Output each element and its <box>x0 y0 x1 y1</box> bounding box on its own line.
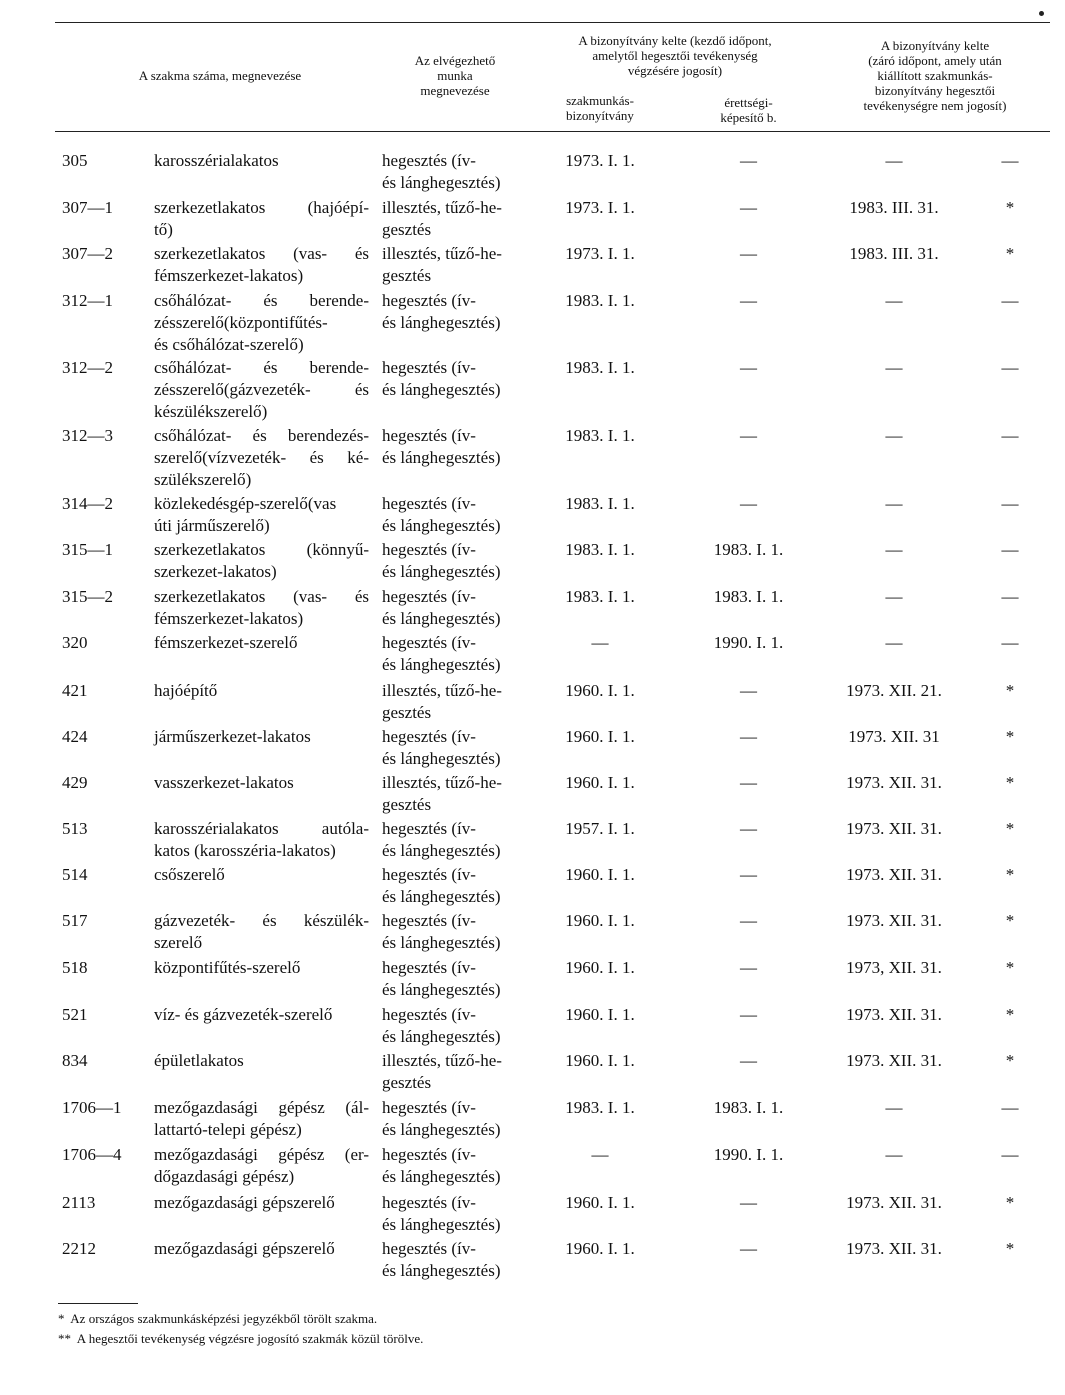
row-name <box>154 680 369 702</box>
row-work-line: hegesztés (ív- <box>382 633 476 652</box>
row-work-line: hegesztés (ív- <box>382 1145 476 1164</box>
row-zaro-date: 1973, XII. 31. <box>846 958 942 977</box>
row-name <box>154 1144 369 1188</box>
page-speck <box>1039 11 1044 16</box>
row-number: 834 <box>62 1051 88 1070</box>
row-work-line: illesztés, tűző-he- <box>382 773 502 792</box>
row-zaro-date: 1973. XII. 21. <box>846 681 942 700</box>
row-work-line: gesztés <box>382 703 432 722</box>
row-szakmunkas-date: 1983. I. 1. <box>565 587 635 606</box>
row-work-line: és lánghegesztés) <box>382 1261 501 1280</box>
row-work <box>382 243 562 287</box>
row-szakmunkas-date: 1960. I. 1. <box>565 773 635 792</box>
row-name <box>154 1050 369 1072</box>
row-name-line: mezőgazdasági gépész (ál- <box>154 1098 369 1117</box>
row-number: 2113 <box>62 1193 96 1212</box>
row-erettsegi-date: — <box>740 151 757 170</box>
row-zaro-date: 1983. III. 31. <box>849 198 939 217</box>
row-work <box>382 818 562 862</box>
row-name-line: szerkezetlakatos (hajóépí- <box>154 198 369 217</box>
row-szakmunkas-date: 1973. I. 1. <box>565 198 635 217</box>
row-erettsegi-date: 1983. I. 1. <box>713 587 784 606</box>
row-number: 513 <box>62 819 88 838</box>
row-work <box>382 910 562 954</box>
row-mark: — <box>1001 540 1019 559</box>
row-work-line: és lánghegesztés) <box>382 980 501 999</box>
row-name-line: csőhálózat- és berendezés- <box>154 426 369 445</box>
row-szakmunkas-date: 1983. I. 1. <box>565 291 635 310</box>
row-szakmunkas-date: 1983. I. 1. <box>565 358 635 377</box>
row-erettsegi-date: — <box>740 681 757 700</box>
row-work-line: és lánghegesztés) <box>382 1027 501 1046</box>
row-mark: — <box>1001 494 1019 513</box>
row-zaro-date: — <box>885 358 903 377</box>
row-erettsegi-date: — <box>740 1239 757 1258</box>
row-szakmunkas-date: 1960. I. 1. <box>565 1051 635 1070</box>
row-erettsegi-date: 1983. I. 1. <box>713 540 784 559</box>
row-work <box>382 632 562 676</box>
row-work-line: és lánghegesztés) <box>382 655 501 674</box>
row-work-line: hegesztés (ív- <box>382 151 476 170</box>
row-work <box>382 425 562 469</box>
row-mark: * <box>1005 1193 1015 1212</box>
row-name <box>154 632 369 654</box>
row-work <box>382 680 562 724</box>
row-name-line: karosszérialakatos autóla- <box>154 819 369 838</box>
row-name <box>154 493 369 537</box>
row-work-line: és lánghegesztés) <box>382 516 501 535</box>
row-name-line: központifűtés-szerelő <box>154 958 301 977</box>
row-work-line: és lánghegesztés) <box>382 313 501 332</box>
row-name-line: csőhálózat- és berende- <box>154 291 369 310</box>
header-szakmunkas: szakmunkás- bizonyítvány <box>566 93 634 123</box>
row-zaro-date: 1973. XII. 31 <box>848 727 940 746</box>
row-work-line: és lánghegesztés) <box>382 562 501 581</box>
row-erettsegi-date: — <box>740 494 757 513</box>
row-mark: * <box>1005 1051 1015 1070</box>
row-name-line: készülékszerelő) <box>154 402 268 421</box>
row-erettsegi-date: — <box>740 426 757 445</box>
row-work-line: gesztés <box>382 795 432 814</box>
row-number: 2212 <box>62 1239 96 1258</box>
row-number: 517 <box>62 911 88 930</box>
row-name-line: vasszerkezet-lakatos <box>154 773 294 792</box>
row-work-line: hegesztés (ív- <box>382 1005 476 1024</box>
row-zaro-date: — <box>885 291 903 310</box>
row-name <box>154 243 369 287</box>
row-mark: * <box>1005 727 1015 746</box>
row-name-line: zésszerelő(gázvezeték- és <box>154 380 369 399</box>
row-work-line: gesztés <box>382 220 432 239</box>
row-name-line: szerkezetlakatos (könnyű- <box>154 540 369 559</box>
row-work-line: hegesztés (ív- <box>382 291 476 310</box>
row-name <box>154 957 369 979</box>
row-zaro-date: 1973. XII. 31. <box>846 865 942 884</box>
row-number: 315—2 <box>62 587 113 606</box>
row-name <box>154 197 369 241</box>
row-name <box>154 586 369 630</box>
row-erettsegi-date: — <box>740 1051 757 1070</box>
row-work <box>382 197 562 241</box>
row-work-line: hegesztés (ív- <box>382 358 476 377</box>
row-work <box>382 1050 562 1094</box>
row-mark: * <box>1005 773 1015 792</box>
header-munka: Az elvégezhető munka megnevezése <box>414 53 496 98</box>
row-work-line: hegesztés (ív- <box>382 727 476 746</box>
row-name <box>154 910 369 954</box>
row-work <box>382 290 562 334</box>
row-mark: * <box>1005 198 1015 217</box>
row-work <box>382 1192 562 1236</box>
row-work-line: hegesztés (ív- <box>382 587 476 606</box>
row-work-line: hegesztés (ív- <box>382 911 476 930</box>
row-work-line: és lánghegesztés) <box>382 749 501 768</box>
row-name-line: karosszérialakatos <box>154 151 279 170</box>
row-name <box>154 1004 369 1026</box>
row-name-line: zésszerelő(központifűtés- <box>154 313 328 332</box>
row-number: 521 <box>62 1005 88 1024</box>
row-erettsegi-date: — <box>740 1005 757 1024</box>
row-name-line: fémszerkezet-lakatos) <box>154 266 304 285</box>
row-mark: * <box>1005 1005 1015 1024</box>
row-number: 424 <box>62 727 88 746</box>
row-name-line: járműszerkezet-lakatos <box>154 727 311 746</box>
row-zaro-date: — <box>885 426 903 445</box>
row-erettsegi-date: — <box>740 727 757 746</box>
row-number: 307—2 <box>62 244 113 263</box>
row-work-line: hegesztés (ív- <box>382 819 476 838</box>
row-zaro-date: — <box>885 1098 903 1117</box>
row-number: 312—3 <box>62 426 113 445</box>
row-work-line: gesztés <box>382 266 432 285</box>
row-work-line: gesztés <box>382 1073 432 1092</box>
row-work-line: hegesztés (ív- <box>382 540 476 559</box>
footnote-1: * Az országos szakmunkásképzési jegyzékből törölt szakma. <box>58 1311 378 1326</box>
row-work-line: illesztés, tűző-he- <box>382 1051 502 1070</box>
row-name <box>154 772 369 794</box>
row-number: 315—1 <box>62 540 113 559</box>
row-mark: — <box>1001 1098 1019 1117</box>
row-name-line: szerelő <box>154 933 203 952</box>
row-mark: — <box>1001 151 1019 170</box>
row-zaro-date: 1983. III. 31. <box>849 244 939 263</box>
row-erettsegi-date: — <box>740 773 757 792</box>
row-name <box>154 1238 369 1260</box>
row-name-line: szerkezetlakatos (vas- és <box>154 587 369 606</box>
row-work-line: és lánghegesztés) <box>382 1215 501 1234</box>
row-work-line: és lánghegesztés) <box>382 1167 501 1186</box>
row-work-line: hegesztés (ív- <box>382 1193 476 1212</box>
row-name <box>154 425 369 491</box>
row-name-line: úti járműszerelő) <box>154 516 270 535</box>
row-erettsegi-date: — <box>740 958 757 977</box>
row-szakmunkas-date: — <box>591 633 609 652</box>
row-name-line: szerkezetlakatos (vas- és <box>154 244 369 263</box>
row-work-line: illesztés, tűző-he- <box>382 681 502 700</box>
row-name-line: közlekedésgép-szerelő(vas <box>154 494 337 513</box>
row-work-line: és lánghegesztés) <box>382 173 501 192</box>
row-work <box>382 726 562 770</box>
row-name <box>154 1192 369 1214</box>
row-name <box>154 1097 369 1141</box>
row-mark: — <box>1001 291 1019 310</box>
row-mark: — <box>1001 1145 1019 1164</box>
row-work <box>382 150 562 194</box>
row-number: 305 <box>62 151 88 170</box>
row-work-line: hegesztés (ív- <box>382 958 476 977</box>
row-number: 312—1 <box>62 291 113 310</box>
row-zaro-date: — <box>885 587 903 606</box>
row-number: 421 <box>62 681 88 700</box>
row-name-line: lattartó-telepi gépész) <box>154 1120 302 1139</box>
row-erettsegi-date: — <box>740 911 757 930</box>
row-szakmunkas-date: 1960. I. 1. <box>565 681 635 700</box>
row-work <box>382 493 562 537</box>
row-work <box>382 1238 562 1282</box>
row-work <box>382 772 562 816</box>
row-zaro-date: 1973. XII. 31. <box>846 1193 942 1212</box>
row-name-line: és csőhálózat-szerelő) <box>154 335 304 354</box>
row-number: 314—2 <box>62 494 113 513</box>
row-work-line: hegesztés (ív- <box>382 1239 476 1258</box>
row-number: 514 <box>62 865 88 884</box>
header-erettsegi: érettségi- képesítő b. <box>720 95 777 125</box>
row-szakmunkas-date: 1973. I. 1. <box>565 151 635 170</box>
table-top-rule <box>55 22 1050 23</box>
row-name-line: mezőgazdasági gépszerelő <box>154 1239 335 1258</box>
row-name <box>154 357 369 423</box>
row-erettsegi-date: — <box>740 244 757 263</box>
row-zaro-date: 1973. XII. 31. <box>846 773 942 792</box>
row-name-line: szerelő(vízvezeték- és ké- <box>154 448 369 467</box>
row-name-line: katos (karosszéria-lakatos) <box>154 841 336 860</box>
row-mark: * <box>1005 819 1015 838</box>
row-work <box>382 586 562 630</box>
row-name-line: szerkezet-lakatos) <box>154 562 277 581</box>
row-work-line: illesztés, tűző-he- <box>382 244 502 263</box>
row-name-line: fémszerkezet-lakatos) <box>154 609 304 628</box>
row-work-line: és lánghegesztés) <box>382 841 501 860</box>
row-szakmunkas-date: 1960. I. 1. <box>565 727 635 746</box>
row-szakmunkas-date: 1983. I. 1. <box>565 494 635 513</box>
row-name <box>154 539 369 583</box>
row-work-line: és lánghegesztés) <box>382 448 501 467</box>
row-erettsegi-date: — <box>740 819 757 838</box>
row-number: 1706—4 <box>62 1145 122 1164</box>
row-zaro-date: — <box>885 1145 903 1164</box>
row-work <box>382 1004 562 1048</box>
footnote-rule <box>58 1303 138 1304</box>
row-mark: * <box>1005 1239 1015 1258</box>
row-name-line: szülékszerelő) <box>154 470 252 489</box>
row-zaro-date: 1973. XII. 31. <box>846 1239 942 1258</box>
row-work-line: hegesztés (ív- <box>382 865 476 884</box>
row-szakmunkas-date: 1960. I. 1. <box>565 865 635 884</box>
row-number: 518 <box>62 958 88 977</box>
row-work-line: és lánghegesztés) <box>382 887 501 906</box>
row-work-line: és lánghegesztés) <box>382 380 501 399</box>
header-kezdo: A bizonyítvány kelte (kezdő időpont, amelytől hegesztői tevékenység végzésére jogosít) <box>578 33 772 78</box>
row-number: 307—1 <box>62 198 113 217</box>
row-name <box>154 726 369 748</box>
row-name-line: víz- és gázvezeték-szerelő <box>154 1005 333 1024</box>
row-szakmunkas-date: 1983. I. 1. <box>565 1098 635 1117</box>
row-mark: — <box>1001 358 1019 377</box>
row-szakmunkas-date: 1983. I. 1. <box>565 540 635 559</box>
row-zaro-date: 1973. XII. 31. <box>846 1005 942 1024</box>
row-zaro-date: — <box>885 151 903 170</box>
row-erettsegi-date: — <box>740 1193 757 1212</box>
row-szakmunkas-date: 1983. I. 1. <box>565 426 635 445</box>
row-szakmunkas-date: 1960. I. 1. <box>565 958 635 977</box>
row-erettsegi-date: 1990. I. 1. <box>713 633 784 652</box>
row-zaro-date: 1973. XII. 31. <box>846 911 942 930</box>
row-szakmunkas-date: 1960. I. 1. <box>565 1005 635 1024</box>
row-name <box>154 864 369 886</box>
row-erettsegi-date: 1990. I. 1. <box>713 1145 784 1164</box>
row-name <box>154 290 369 356</box>
row-work-line: és lánghegesztés) <box>382 609 501 628</box>
row-mark: * <box>1005 958 1015 977</box>
row-mark: * <box>1005 911 1015 930</box>
row-name-line: dőgazdasági gépész) <box>154 1167 295 1186</box>
row-szakmunkas-date: 1960. I. 1. <box>565 911 635 930</box>
row-name-line: fémszerkezet-szerelő <box>154 633 298 652</box>
row-number: 320 <box>62 633 88 652</box>
row-work-line: és lánghegesztés) <box>382 933 501 952</box>
row-szakmunkas-date: 1973. I. 1. <box>565 244 635 263</box>
header-szakma: A szakma száma, megnevezése <box>138 68 302 83</box>
footnote-2: ** A hegesztői tevékenység végzésre jogosító szakmák közül törölve. <box>58 1331 424 1346</box>
row-mark: — <box>1001 426 1019 445</box>
row-name <box>154 818 369 862</box>
row-name-line: épületlakatos <box>154 1051 244 1070</box>
row-work <box>382 957 562 1001</box>
row-szakmunkas-date: — <box>591 1145 609 1164</box>
row-mark: * <box>1005 244 1015 263</box>
row-name-line: csőhálózat- és berende- <box>154 358 369 377</box>
row-work-line: hegesztés (ív- <box>382 494 476 513</box>
row-mark: — <box>1001 633 1019 652</box>
row-work <box>382 539 562 583</box>
row-name-line: hajóépítő <box>154 681 218 700</box>
row-erettsegi-date: — <box>740 865 757 884</box>
row-number: 429 <box>62 773 88 792</box>
row-zaro-date: — <box>885 540 903 559</box>
row-erettsegi-date: — <box>740 198 757 217</box>
row-name-line: mezőgazdasági gépész (er- <box>154 1145 369 1164</box>
row-szakmunkas-date: 1957. I. 1. <box>565 819 635 838</box>
row-work <box>382 864 562 908</box>
row-work <box>382 357 562 401</box>
row-work-line: hegesztés (ív- <box>382 1098 476 1117</box>
row-erettsegi-date: — <box>740 291 757 310</box>
row-name-line: tő) <box>154 220 173 239</box>
row-work <box>382 1144 562 1188</box>
row-number: 312—2 <box>62 358 113 377</box>
row-name <box>154 150 369 172</box>
row-work-line: illesztés, tűző-he- <box>382 198 502 217</box>
row-zaro-date: — <box>885 494 903 513</box>
row-mark: * <box>1005 865 1015 884</box>
row-zaro-date: 1973. XII. 31. <box>846 819 942 838</box>
row-number: 1706—1 <box>62 1098 122 1117</box>
row-erettsegi-date: 1983. I. 1. <box>713 1098 784 1117</box>
row-zaro-date: 1973. XII. 31. <box>846 1051 942 1070</box>
row-szakmunkas-date: 1960. I. 1. <box>565 1239 635 1258</box>
row-work-line: hegesztés (ív- <box>382 426 476 445</box>
row-name-line: mezőgazdasági gépszerelő <box>154 1193 335 1212</box>
row-erettsegi-date: — <box>740 358 757 377</box>
row-zaro-date: — <box>885 633 903 652</box>
row-mark: — <box>1001 587 1019 606</box>
row-szakmunkas-date: 1960. I. 1. <box>565 1193 635 1212</box>
header-zaro: A bizonyítvány kelte (záró időpont, amely után kiállított szakmunkás- bizonyítvány hegesztői tevékenységre nem jogosít) <box>863 38 1007 113</box>
row-work <box>382 1097 562 1141</box>
row-mark: * <box>1005 681 1015 700</box>
row-work-line: és lánghegesztés) <box>382 1120 501 1139</box>
header-bottom-rule <box>55 131 1050 132</box>
row-name-line: csőszerelő <box>154 865 225 884</box>
row-name-line: gázvezeték- és készülék- <box>154 911 369 930</box>
